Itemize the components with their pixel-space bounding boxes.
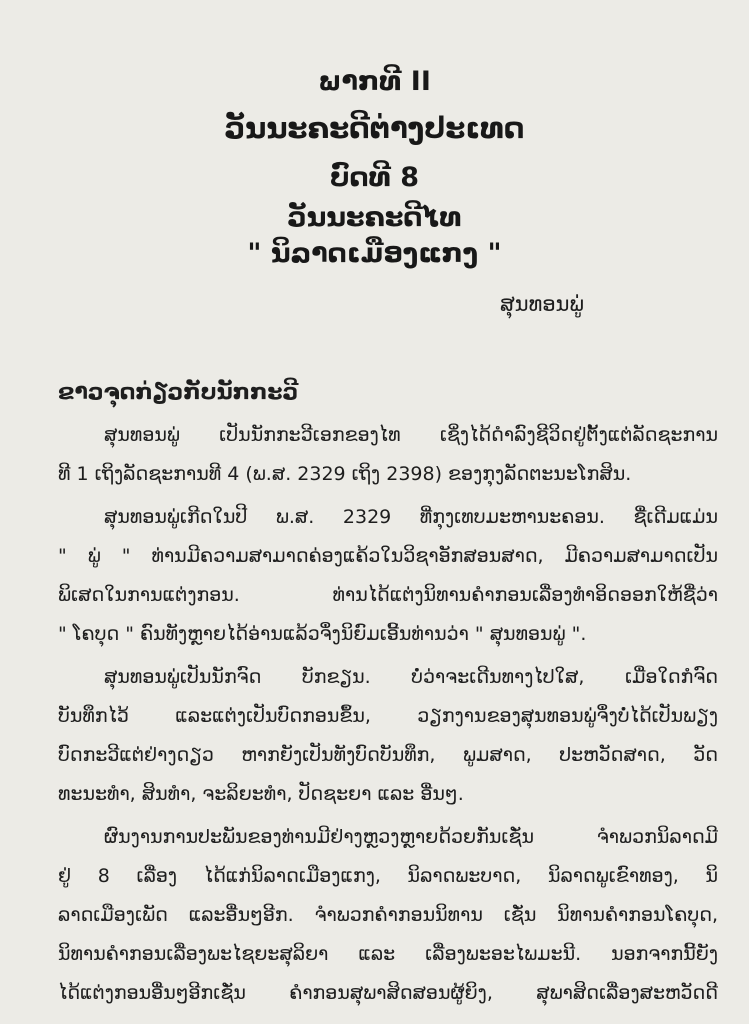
paragraph bbox=[58, 818, 718, 1013]
text-line: ສຸນທອນພູ່ເກີດໃນປີ ພ.ສ. 2329 ທີ່ກຸງເທບມະຫານະຄອນ. ຊື່ເດີມແມ່ນ bbox=[104, 506, 718, 528]
paragraph bbox=[58, 658, 718, 814]
section-heading: ຂາວຈຸດກ່ຽວກັບນັກກະວີ bbox=[58, 380, 299, 405]
author-name: ສຸນທອນພູ່ bbox=[500, 292, 584, 316]
text-line: ຜົນງານການປະພັນຂອງທ່ານມີຢ່າງຫຼວງຫຼາຍດ້ວຍກັນເຊັ່ນ ຈຳພວກນິລາດມີ bbox=[104, 826, 718, 848]
text-line: ສຸນທອນພູ່ ເປັນນັກກະວີເອກຂອງໄທ ເຊິ່ງໄດ້ດຳລົງຊີວິດຢູ່ຕັ້ງແຕ່ລັດຊະການ bbox=[104, 424, 718, 446]
subject-heading: ວັນນະຄະດີຕ່າງປະເທດ bbox=[224, 111, 525, 145]
paragraph bbox=[58, 416, 718, 494]
text-line: ທີ 1 ເຖິງລັດຊະການທີ 4 (ພ.ສ. 2329 ເຖິງ 2398) ຂອງກຸງລັດຕະນະໂກສິນ. bbox=[58, 463, 632, 485]
work-title: " ນິລາດເມືອງແກງ " bbox=[247, 238, 502, 269]
paragraph bbox=[58, 498, 718, 654]
text-line: ລາດເມືອງເພັດ ແລະອື່ນໆອີກ. ຈຳພວກຄຳກອນນິທານ ເຊັ່ນ ນິທານຄຳກອນໂຄບຸດ, bbox=[58, 904, 718, 926]
part-heading: ພາກທີ II bbox=[318, 66, 431, 97]
text-line: ບັນທຶກໄວ້ ແລະແຕ່ງເປັນບົດກອນຂຶ້ນ, ວຽກງານຂອງສຸນທອນພູ່ຈຶ່ງບໍ່ໄດ້ເປັນພຽງ bbox=[58, 705, 718, 727]
text-line: ສຸນທອນພູ່ເປັນນັກຈົດ ບັກຂຽນ. ບໍ່ວ່າຈະເດີນທາງໄປໃສ, ເມື່ອໃດກໍຈົດ bbox=[104, 666, 718, 688]
text-line: " ພູ່ " ທ່ານມີຄວາມສາມາດຄ່ອງແຄ້ວໃນວິຊາອັກສອນສາດ, ມີຄວາມສາມາດເປັນ bbox=[58, 545, 718, 567]
chapter-heading: ບົດທີ 8 bbox=[330, 162, 419, 193]
body-text bbox=[58, 416, 718, 1013]
text-line: ໄດ້ແຕ່ງກອນອື່ນໆອີກເຊັ່ນ ຄຳກອນສຸພາສິດສອນຜູ້ຍິງ, ສຸພາສິດເລື່ອງສະຫວັດດີ bbox=[58, 982, 718, 1004]
text-line: ບົດກະວີແຕ່ຢ່າງດຽວ ຫາກຍັງເປັນທັງບົດບັນທຶກ, ພູມສາດ, ປະຫວັດສາດ, ວັດ bbox=[58, 744, 718, 766]
text-line: ນິທານຄຳກອນເລື່ອງພະໄຊຍະສຸລິຍາ ແລະ ເລື່ອງພະອະໄພມະນີ. ນອກຈາກນີ້ຍັງ bbox=[58, 943, 718, 965]
text-line: ຢູ່ 8 ເລື່ອງ ໄດ້ແກ່ນິລາດເມືອງແກງ, ນິລາດພະບາດ, ນິລາດພູເຂົາທອງ, ນິ bbox=[58, 865, 718, 887]
chapter-title: ວັນນະຄະດີໄທ bbox=[287, 202, 462, 233]
text-line: " ໂຄບຸດ " ຄົນທັງຫຼາຍໄດ້ອ່ານແລ້ວຈຶ່ງນິຍົມເອີ້ນທ່ານວ່າ " ສຸນທອນພູ່ ". bbox=[58, 623, 587, 645]
text-line: ພິເສດໃນການແຕ່ງກອນ. ທ່ານໄດ້ແຕ່ງນິທານຄຳກອນເລື່ອງທຳອິດອອກໃຫ້ຊື່ວ່າ bbox=[58, 584, 718, 606]
text-line: ທະນະທຳ, ສິນທຳ, ຈະລິຍະທຳ, ປັດຊະຍາ ແລະ ອື່ນໆ. bbox=[58, 783, 464, 805]
